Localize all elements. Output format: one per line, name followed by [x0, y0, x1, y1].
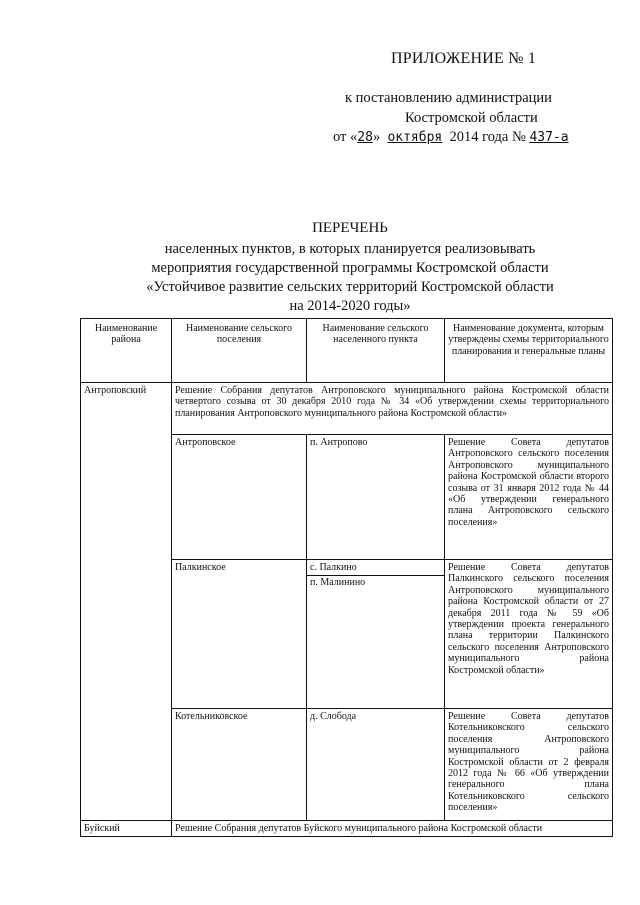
header-document: Наименование документа, которым утверждены схемы территориального планирования и генеральные планы [445, 319, 613, 383]
document-title [90, 220, 610, 316]
header-district: Наименование района [81, 319, 172, 383]
settlement-document: Решение Совета депутатов Антроповского сельского поселения Антроповского муниципального района Костромской области второго созыва от 31 января 2012 года № 44 «Об утверждении генерального плана Антроповского сельского поселения» [445, 435, 613, 560]
table-header-row [81, 319, 613, 383]
locality-palkino: с. Палкино [307, 560, 444, 576]
district-document: Решение Собрания депутатов Буйского муниципального района Костромской области [172, 821, 613, 837]
title-main: ПЕРЕЧЕНЬ [312, 220, 388, 236]
settlement-palkinskoe: Палкинское [172, 560, 307, 709]
settlement-antropovskoe: Антроповское [172, 435, 307, 560]
decree-quote-close: » [372, 129, 381, 145]
decree-number: 437-а [529, 130, 569, 145]
decree-line-1: к постановлению администрации [345, 90, 552, 106]
settlement-document: Решение Совета депутатов Палкинского сельского поселения Антроповского муниципального района Костромской области от 27 декабря 2011 года № 59 «Об утверждении проекта генерального плана территории Палкинского сельского поселения Антроповского муниципального района Костромской области» [445, 560, 613, 709]
decree-from: от « [333, 129, 358, 145]
decree-date-line [333, 129, 569, 146]
header-settlement: Наименование сельского поселения [172, 319, 307, 383]
district-buisky: Буйский [81, 821, 172, 837]
district-document: Решение Собрания депутатов Антроповского муниципального района Костромской области четвертого созыва от 30 декабря 2010 года № 34 «Об утверждении схемы территориального планирования Антроповского муниципального района Костромской области» [172, 383, 613, 435]
title-line-2: мероприятия государственной программы Костромской области [151, 260, 549, 276]
settlement-kotelnikovskoe: Котельниковское [172, 709, 307, 821]
locality-malinino: п. Малинино [310, 577, 366, 589]
district-antropovsky: Антроповский [81, 383, 172, 821]
decree-day: 28 [357, 130, 373, 145]
locality-cell-palkinskoe [307, 560, 445, 709]
title-line-4: на 2014-2020 годы» [289, 298, 411, 314]
appendix-heading: ПРИЛОЖЕНИЕ № 1 [391, 50, 537, 67]
decree-year-number: 2014 года № [449, 129, 526, 145]
settlements-table [80, 318, 613, 837]
locality-sloboda: д. Слобода [307, 709, 445, 821]
decree-line-2: Костромской области [405, 110, 538, 126]
settlement-document: Решение Совета депутатов Котельниковского сельского поселения Антроповского муниципального района Костромской области от 2 февраля 2012 года № 66 «Об утверждении генерального плана Котельниковского сельского поселения» [445, 709, 613, 821]
header-locality: Наименование сельского населенного пункта [307, 319, 445, 383]
table-row [81, 383, 613, 435]
title-line-1: населенных пунктов, в которых планируется реализовывать [164, 241, 536, 257]
decree-month: октября [387, 130, 443, 145]
table-row [81, 821, 613, 837]
title-line-3: «Устойчивое развитие сельских территорий Костромской области [146, 279, 554, 295]
locality-antropovo: п. Антропово [307, 435, 445, 560]
